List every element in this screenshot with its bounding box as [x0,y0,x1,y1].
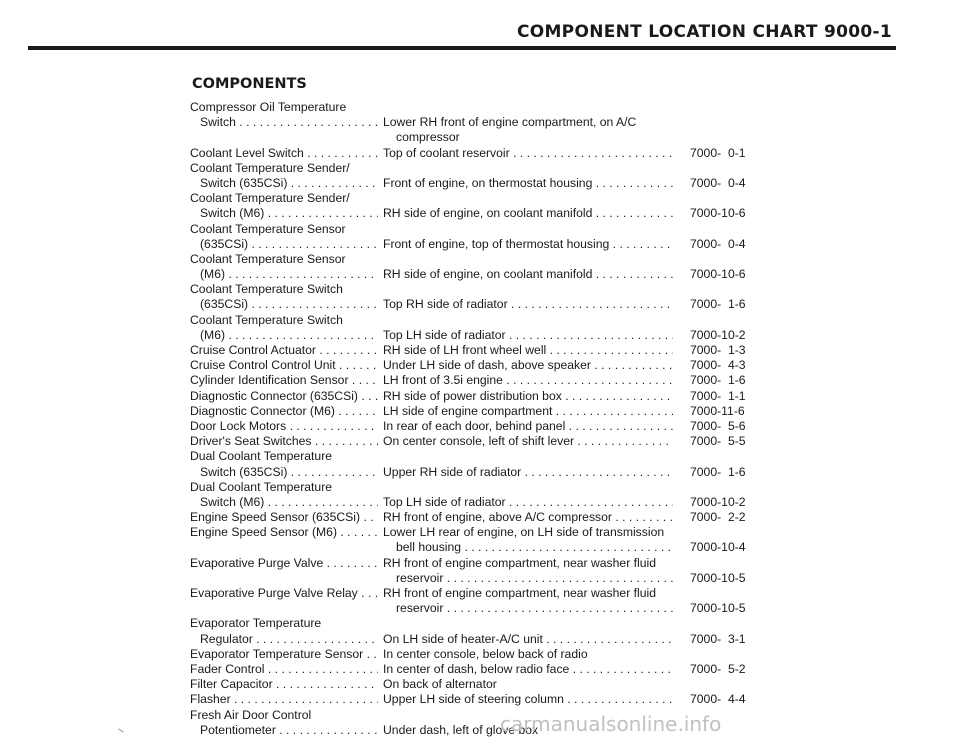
component-location: RH side of engine, on coolant manifold . . . [383,267,673,282]
component-name: Fresh Air Door Control [190,707,312,722]
component-location: Top LH side of radiator . . . [383,495,673,510]
table-line [190,146,790,161]
figure-reference: 7000-10-5 [690,601,746,616]
component-location: Under LH side of dash, above speaker . . . [383,358,673,373]
table-line [190,206,790,221]
component-location: reservoir . . . [396,601,673,616]
table-row [190,222,790,252]
component-name: Potentiometer . . . [200,723,378,738]
component-name: (M6) . . . [200,267,378,282]
table-line [190,313,790,328]
table-row [190,282,790,312]
component-name: Engine Speed Sensor (M6) . . . [190,525,378,540]
component-location: On LH side of heater-A/C unit . . . [383,632,673,647]
figure-reference: 7000-10-6 [690,206,746,221]
table-line [190,571,790,586]
component-location: Top RH side of radiator . . . [383,297,673,312]
figure-reference: 7000-10-2 [690,494,746,509]
component-location: RH front of engine compartment, near washer fluid [383,555,656,570]
component-location: In rear of each door, behind panel . . . [383,419,673,434]
component-name: Dual Coolant Temperature [190,479,333,494]
table-row [190,358,790,373]
component-name: Cylinder Identification Sensor . . . [190,373,378,388]
component-name: Evaporator Temperature Sensor . . . [190,647,378,662]
table-line [190,692,790,707]
component-location: In center of dash, below radio face . . . [383,662,673,677]
table-row [190,373,790,388]
figure-reference: 7000- 1-6 [690,373,746,388]
component-location: Upper RH side of radiator . . . [383,465,673,480]
table-line [190,373,790,388]
figure-reference: 7000- 0-1 [690,145,746,160]
component-name: Evaporative Purge Valve Relay . . . [190,586,378,601]
figure-reference: 7000- 4-4 [690,692,746,707]
watermark: carmanualsonline.info [500,712,722,736]
table-line [190,252,790,267]
table-line [190,556,790,571]
component-name: (M6) . . . [200,328,378,343]
component-location: RH front of engine, above A/C compressor . . . [383,510,673,525]
component-name: Coolant Temperature Sender/ [190,160,350,175]
component-name: Compressor Oil Temperature [190,100,347,114]
component-name: Switch (M6) . . . [200,206,378,221]
table-row [190,434,790,449]
table-row [190,252,790,282]
component-name: Diagnostic Connector (M6) . . . [190,404,378,419]
table-line [190,510,790,525]
component-location: RH side of power distribution box . . . [383,389,673,404]
figure-reference: 7000-10-6 [690,267,746,282]
component-location: Front of engine, on thermostat housing . . . [383,176,673,191]
table-line [190,647,790,662]
component-name: Switch (M6) . . . [200,495,378,510]
figure-reference: 7000- 0-4 [690,175,746,190]
figure-reference: 7000-10-4 [690,540,746,555]
figure-reference: 7000- 1-6 [690,464,746,479]
component-name: Switch (635CSi) . . . [200,465,378,480]
table-line [190,100,790,115]
component-name: Filter Capacitor . . . [190,677,378,692]
table-line [190,115,790,130]
table-row [190,480,790,510]
table-line [190,434,790,449]
table-row [190,191,790,221]
component-location: Top of coolant reservoir . . . [383,146,673,161]
table-line [190,632,790,647]
component-name: Engine Speed Sensor (635CSi) . . . [190,510,378,525]
table-row [190,510,790,525]
component-name: Driver's Seat Switches . . . [190,434,378,449]
table-line [190,130,790,145]
component-name: Fader Control . . . [190,662,378,677]
component-name: Evaporator Temperature [190,616,322,631]
table-row [190,525,790,555]
figure-reference: 7000- 5-5 [690,434,746,449]
table-line [190,297,790,312]
component-name: (635CSi) . . . [200,297,378,312]
component-location: compressor [396,130,460,145]
section-title: COMPONENTS [192,76,307,92]
component-name: Dual Coolant Temperature [190,449,333,464]
table-line [190,222,790,237]
table-row [190,146,790,161]
stray-mark [118,728,123,732]
component-name: Coolant Temperature Sender/ [190,191,350,206]
figure-reference: 7000- 5-2 [690,661,746,676]
component-location: Upper LH side of steering column . . . [383,692,673,707]
figure-reference: 7000- 1-3 [690,343,746,357]
table-row [190,662,790,677]
component-name: Flasher . . . [190,692,378,707]
table-line [190,419,790,434]
component-name: Coolant Temperature Sensor [190,221,346,236]
table-line [190,495,790,510]
table-row [190,647,790,662]
component-name: Door Lock Motors . . . [190,419,378,434]
component-location: Lower RH front of engine compartment, on A/C [383,115,637,130]
table-row [190,161,790,191]
table-row [190,313,790,343]
component-name: Coolant Temperature Switch [190,312,343,327]
component-name: Cruise Control Actuator . . . [190,343,378,358]
table-line [190,662,790,677]
table-line [190,480,790,495]
table-row [190,677,790,692]
table-row [190,389,790,404]
table-line [190,677,790,692]
table-row [190,343,790,358]
table-line [190,191,790,206]
component-location: On center console, left of shift lever . . . [383,434,673,449]
component-name: Coolant Temperature Switch [190,282,343,297]
component-location: Lower LH rear of engine, on LH side of transmission [383,525,665,540]
figure-reference: 7000- 0-4 [690,236,746,251]
table-line [190,343,790,358]
table-row [190,586,790,616]
table-line [190,465,790,480]
component-location: bell housing . . . [396,540,673,555]
component-name: Switch . . . [200,115,378,130]
component-location: Top LH side of radiator . . . [383,328,673,343]
figure-reference: 7000-11-6 [690,403,745,418]
component-location: Under dash, left of glove box [383,722,539,737]
table-row [190,100,790,146]
component-location: reservoir . . . [396,571,673,586]
table-row [190,449,790,479]
table-line [190,449,790,464]
component-location: In center console, below back of radio [383,646,588,661]
component-location: LH front of 3.5i engine . . . [383,373,673,388]
table-line [190,358,790,373]
figure-reference: 7000-10-2 [690,327,746,342]
table-line [190,328,790,343]
table-row [190,616,790,646]
table-line [190,389,790,404]
figure-reference: 7000- 3-1 [690,631,746,646]
table-line [190,267,790,282]
table-row [190,556,790,586]
figure-reference: 7000- 5-6 [690,418,746,433]
page-title: COMPONENT LOCATION CHART 9000-1 [516,22,892,42]
component-location: Front of engine, top of thermostat housing . . . [383,237,673,252]
component-name: Diagnostic Connector (635CSi) . . . [190,389,378,404]
table-row [190,404,790,419]
component-name: Evaporative Purge Valve . . . [190,556,378,571]
table-line [190,161,790,176]
page-header [0,18,960,58]
component-name: (635CSi) . . . [200,237,378,252]
figure-reference: 7000-10-5 [690,570,746,585]
component-name: Switch (635CSi) . . . [200,176,378,191]
component-table [190,100,790,738]
table-line [190,176,790,191]
figure-reference: 7000- 4-3 [690,358,746,373]
table-row [190,419,790,434]
table-line [190,237,790,252]
header-rule [28,46,896,50]
component-name: Cruise Control Control Unit . . . [190,358,378,373]
table-line [190,601,790,616]
component-location: RH side of engine, on coolant manifold . . . [383,206,673,221]
component-location: RH side of LH front wheel well . . . [383,343,673,358]
component-name: Coolant Level Switch . . . [190,146,378,161]
component-name: Regulator . . . [200,632,378,647]
table-line [190,616,790,631]
figure-reference: 7000- 1-1 [690,388,746,403]
component-location: RH front of engine compartment, near washer fluid [383,586,656,600]
table-line [190,525,790,540]
figure-reference: 7000- 2-2 [690,510,746,525]
table-line [190,282,790,297]
table-line [190,586,790,601]
figure-reference: 7000- 1-6 [690,297,746,312]
component-location: On back of alternator [383,677,497,692]
component-name: Coolant Temperature Sensor [190,251,346,266]
table-line [190,540,790,555]
component-location: LH side of engine compartment . . . [383,404,673,419]
table-row [190,692,790,707]
table-line [190,404,790,419]
